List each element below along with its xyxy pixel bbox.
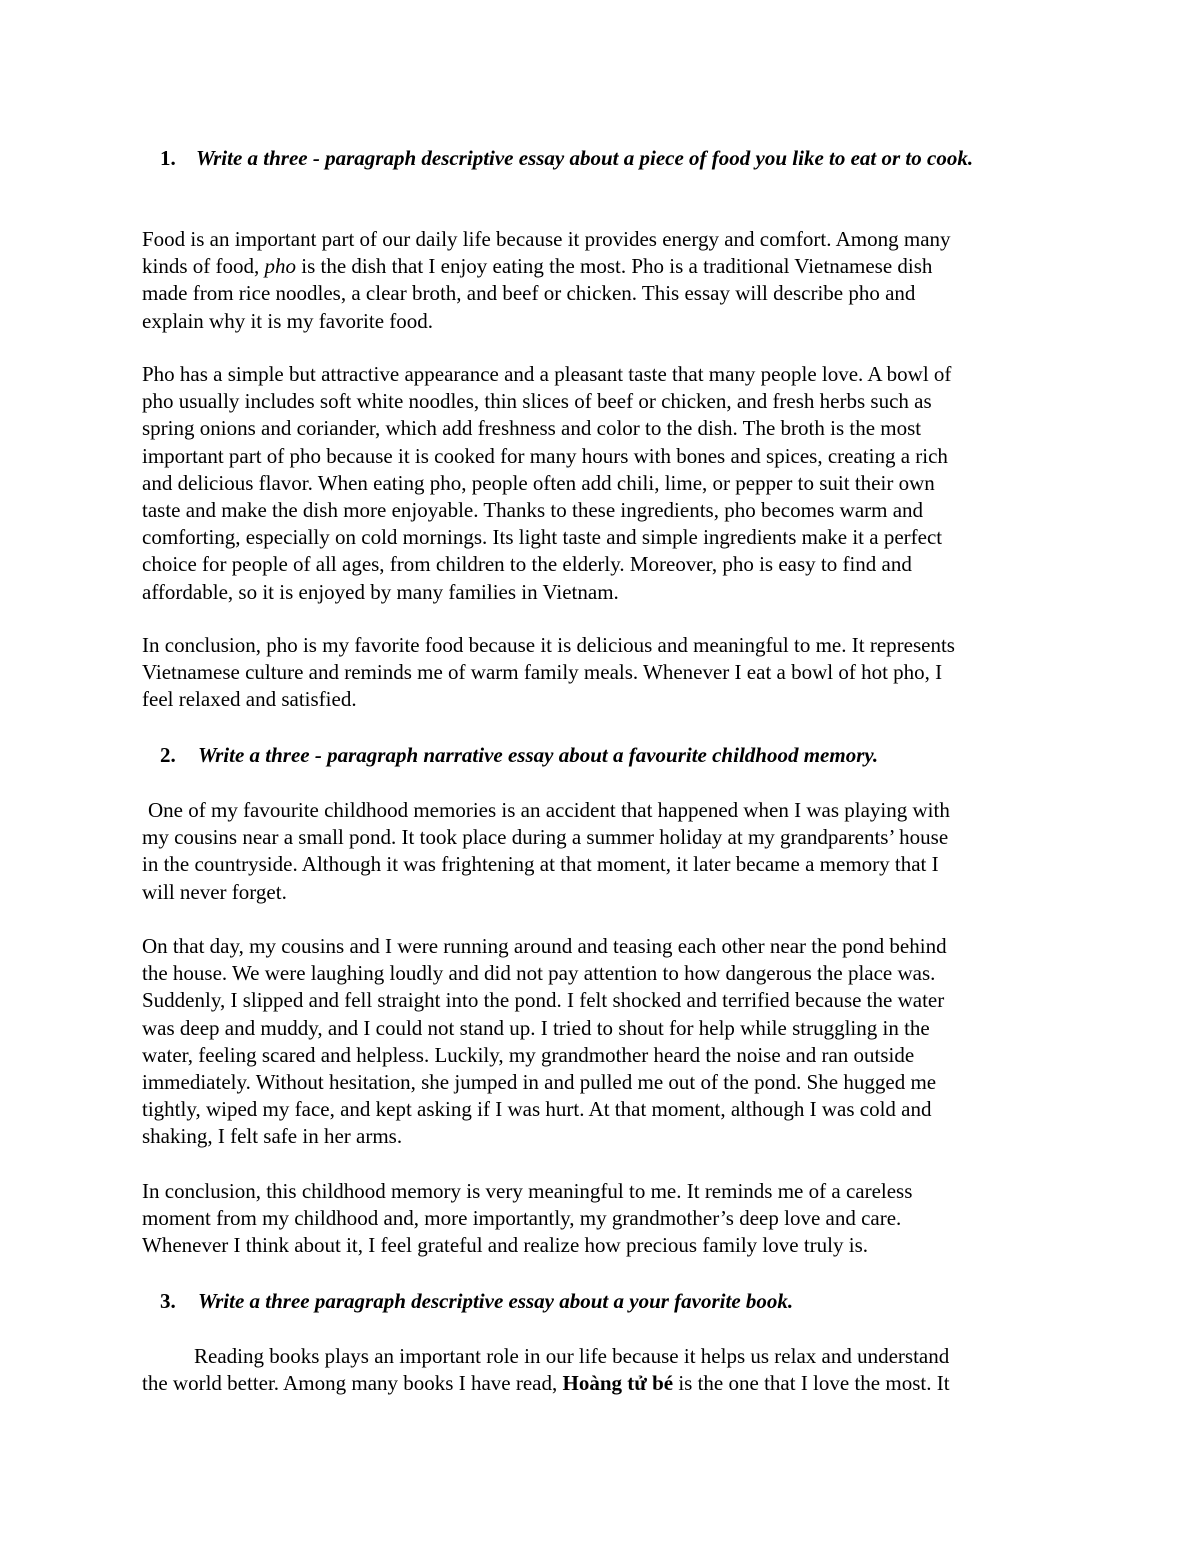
q2-paragraph-3: In conclusion, this childhood memory is very meaningful to me. It reminds me of a careless moment from my childhood and, more importantly, my grandmother’s deep love and care. Whenever I think about it, I feel grateful and realize how precious family love truly is.: [142, 1179, 913, 1258]
q1-p1-emphasis: pho: [264, 254, 296, 279]
q2-paragraph-1: [142, 797, 1067, 906]
q3-p1-after: is the one that I love the most. It: [673, 1371, 950, 1396]
question-2-prompt: Write a three - paragraph narrative essay about a favourite childhood memory.: [198, 743, 879, 767]
q3-paragraph-1: [142, 1343, 1067, 1397]
q2-paragraph-2: On that day, my cousins and I were running around and teasing each other near the pond behind the house. We were laughing loudly and did not pay attention to how dangerous the place was. Suddenly, I slipped and fell straight into the pond. I felt shocked and terrified because the water was deep and muddy, and I could not stand up. I tried to shout for help while struggling in the water, feeling scared and helpless. Luckily, my grandmother heard the noise and ran outside immediately. Without hesitation, she jumped in and pulled me out of the pond. She hugged me tightly, wiped my face, and kept asking if I was hurt. At that moment, although I was cold and shaking, I felt safe in her arms.: [142, 934, 947, 1149]
question-3-heading: [160, 1288, 1060, 1315]
question-3-number: 3.: [160, 1289, 176, 1313]
q1-p1-after: is the dish that I enjoy eating the most. Pho is a traditional Vietnamese dish made from rice noodles, a clear broth, and beef or chicken. This essay will describe pho and explain why it is my favorite food.: [142, 254, 933, 333]
q3-p1-before: Reading books plays an important role in our life because it helps us relax and understand the world better. Among many books I have read,: [142, 1344, 950, 1396]
q1-paragraph-1: [142, 226, 1067, 335]
q1-p1-before: Food is an important part of our daily life because it provides energy and comfort. Among many kinds of food,: [142, 227, 951, 279]
question-1-heading: [160, 145, 1060, 172]
q1-paragraph-2: Pho has a simple but attractive appearance and a pleasant taste that many people love. A bowl of pho usually includes soft white noodles, thin slices of beef or chicken, and fresh herbs such as spring onions and coriander, which add freshness and color to the dish. The broth is the most important part of pho because it is cooked for many hours with bones and spices, creating a rich and delicious flavor. When eating pho, people often add chili, lime, or pepper to suit their own taste and make the dish more enjoyable. Thanks to these ingredients, pho becomes warm and comforting, especially on cold mornings. Its light taste and simple ingredients make it a perfect choice for people of all ages, from children to the elderly. Moreover, pho is easy to find and affordable, so it is enjoyed by many families in Vietnam.: [142, 362, 952, 604]
question-1-prompt: Write a three - paragraph descriptive essay about a piece of food you like to eat or to cook.: [196, 146, 974, 170]
question-1-number: 1.: [160, 146, 176, 170]
question-3-prompt: Write a three paragraph descriptive essay about a your favorite book.: [198, 1289, 794, 1313]
question-2-number: 2.: [160, 743, 176, 767]
question-2-heading: [160, 742, 1060, 769]
q3-p1-book-title: Hoàng tử bé: [562, 1371, 674, 1396]
q1-paragraph-3: In conclusion, pho is my favorite food because it is delicious and meaningful to me. It represents Vietnamese culture and reminds me of warm family meals. Whenever I eat a bowl of hot pho, I feel relaxed and satisfied.: [142, 633, 955, 712]
q2-p1-text: One of my favourite childhood memories is an accident that happened when I was playing with my cousins near a small pond. It took place during a summer holiday at my grandparents’ house in the countryside. Although it was frightening at that moment, it later became a memory that I will never forget.: [142, 798, 950, 904]
